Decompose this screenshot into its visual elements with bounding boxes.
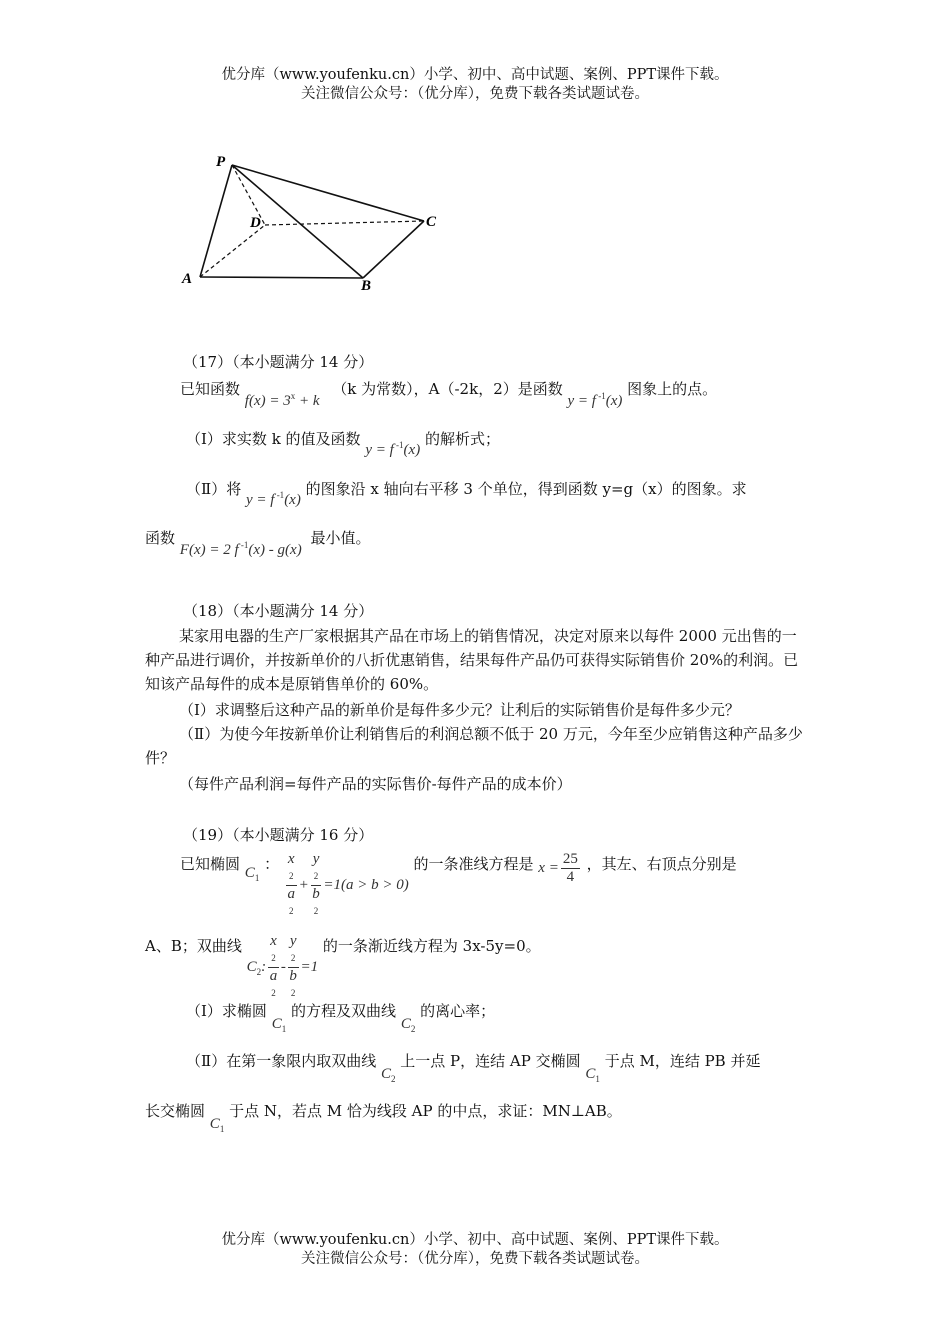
q17-line1: 已知函数 $f(x) = 3^x + k$ （k 为常数），A（-2k，2）是函数 y = f $^{-1}$(x) 图象上的点。	[180, 380, 718, 409]
header-line-2: 关注微信公众号：（优分库），免费下载各类试题试卷。	[301, 86, 649, 102]
q17-part2-cont: 函数 F(x) = 2 f $^{-1}$(x) - g(x) 最小值。	[145, 529, 371, 558]
f-expression: $f(x) = 3^x + k$	[244, 391, 320, 409]
label-C: C	[426, 214, 437, 230]
label-D: D	[250, 215, 261, 231]
q19-part2-cont: 长交椭圆 $C_1$ 于点 N，若点 M 恰为线段 AP 的中点，求证：MN⊥AB。	[145, 1102, 622, 1134]
hyperbola-equation: $C_2$: x 2 a 2 - y 2 b 2 =1	[246, 933, 319, 998]
q17-title: （17）（本小题满分 14 分）	[183, 353, 374, 371]
q18-paragraph: 某家用电器的生产厂家根据其产品在市场上的销售情况，决定对原来以每件 2000 元出售的一种产品进行调价，并按新单价的八折优惠销售，结果每件产品仍可获得实际销售价 20%的利润。已知该产品每件的成本是原销售单价的 60%。	[145, 627, 799, 693]
ellipse-equation: x 2 a 2 + y 2 b 2 =1(a > b > 0)	[287, 851, 409, 916]
q17-part1: （I）求实数 k 的值及函数 y = f $^{-1}$(x) 的解析式；	[186, 430, 500, 458]
q17-part2: （Ⅱ）将 y = f $^{-1}$(x) 的图象沿 x 轴向右平移 3 个单位，得到函数 y=g（x）的图象。求	[186, 480, 747, 508]
q18-part1: （I）求调整后这种产品的新单价是每件多少元？让利后的实际销售价是每件多少元？	[179, 701, 740, 719]
edge-PA	[200, 165, 232, 277]
q19-line1: 已知椭圆 $C_1$ ： x 2 a 2 + y 2 b 2 =1(a > b > 0) 的一条准线方程是 x = $\frac{25}{4}$ ，其左、右顶点分别是	[180, 853, 737, 920]
header-line-1: 优分库（www.youfenku.cn）小学、初中、高中试题、案例、PPT课件下载。	[221, 67, 729, 83]
label-P: P	[216, 154, 226, 170]
footer-line-2: 关注微信公众号：（优分库），免费下载各类试题试卷。	[301, 1251, 649, 1267]
q19-title: （19）（本小题满分 16 分）	[183, 826, 374, 844]
q18-part2: （Ⅱ）为使今年按新单价让利销售后的利润总额不低于 20 万元，今年至少应销售这种产品多少件？	[145, 725, 803, 767]
edge-AD	[200, 225, 265, 277]
edge-BC	[363, 221, 424, 278]
ellipse-label: $C_1$	[244, 865, 260, 883]
edge-DC	[265, 221, 424, 225]
pyramid-figure	[170, 145, 460, 300]
F-expression: F(x) = 2 f $^{-1}$(x) - g(x)	[179, 540, 302, 558]
q18-title: （18）（本小题满分 14 分）	[183, 602, 374, 620]
q19-line2: A、B；双曲线 $C_2$: x 2 a 2 - y 2 b 2 =1 的一条渐近线方程为 3x-5y=0。	[145, 935, 541, 1002]
q19-part1: （I）求椭圆 $C_1$ 的方程及双曲线 $C_2$ 的离心率；	[186, 1002, 496, 1034]
edge-PC	[232, 165, 424, 221]
q19-part2: （Ⅱ）在第一象限内取双曲线 $C_2$ 上一点 P，连结 AP 交椭圆 $C_1$ 于点 M，连结 PB 并延	[186, 1052, 761, 1084]
inverse-expression: y = f $^{-1}$(x)	[567, 391, 623, 409]
label-B: B	[361, 278, 372, 294]
label-A: A	[182, 271, 193, 287]
q18-note: （每件产品利润=每件产品的实际售价-每件产品的成本价）	[179, 775, 572, 793]
footer-line-1: 优分库（www.youfenku.cn）小学、初中、高中试题、案例、PPT课件下载。	[221, 1232, 729, 1248]
edge-AB	[200, 277, 363, 278]
directrix-equation: x = $\frac{25}{4}$	[538, 851, 578, 885]
